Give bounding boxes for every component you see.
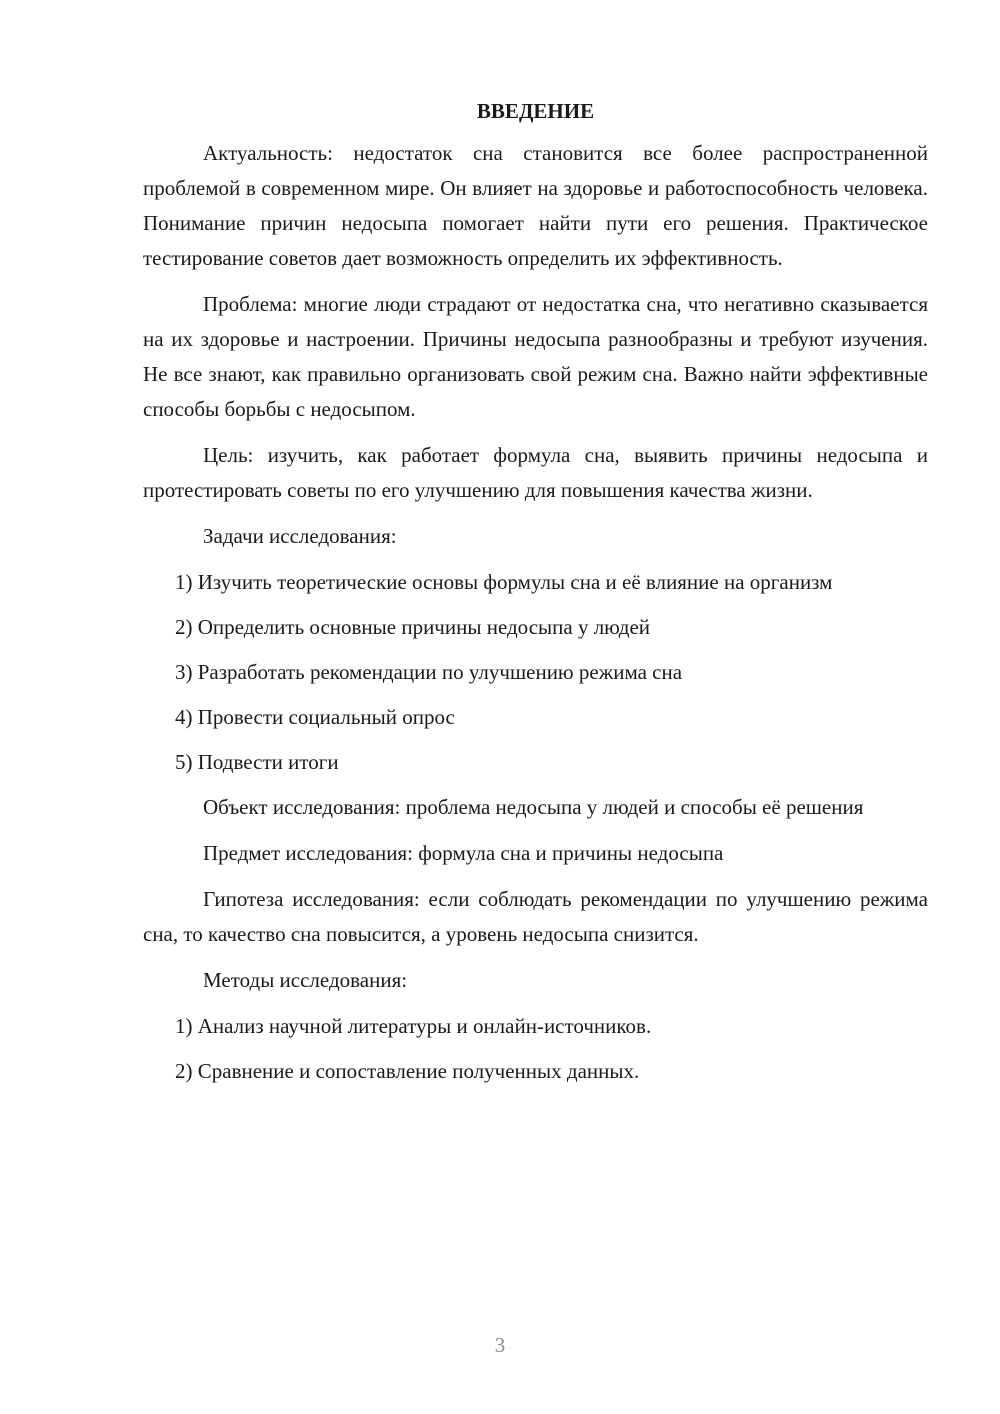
methods-heading: Методы исследования: bbox=[203, 968, 408, 992]
hypothesis-paragraph: Гипотеза исследования: если соблюдать рекомендации по улучшению режима сна, то качество сна повысится, а уровень недосыпа снизится. bbox=[143, 887, 928, 946]
subject-paragraph: Предмет исследования: формула сна и причины недосыпа bbox=[203, 841, 724, 865]
method-item: 1) Анализ научной литературы и онлайн-источников. bbox=[175, 1014, 652, 1038]
goal-paragraph: Цель: изучить, как работает формула сна, выявить причины недосыпа и протестировать советы по его улучшению для повышения качества жизни. bbox=[143, 443, 928, 502]
document-page bbox=[143, 96, 928, 1099]
page-number: 3 bbox=[494, 1333, 506, 1357]
relevance-paragraph: Актуальность: недостаток сна становится все более распространенной проблемой в современном мире. Он влияет на здоровье и работоспособность человека. Понимание причин недосыпа помогает найти пути его решения. Практическое тестирование советов дает возможность определить их эффективность. bbox=[143, 141, 928, 270]
method-item: 2) Сравнение и сопоставление полученных данных. bbox=[175, 1059, 640, 1083]
object-paragraph: Объект исследования: проблема недосыпа у людей и способы её решения bbox=[203, 795, 864, 819]
problem-paragraph: Проблема: многие люди страдают от недостатка сна, что негативно сказывается на их здоровье и настроении. Причины недосыпа разнообразны и требуют изучения. Не все знают, как правильно организовать свой режим сна. Важно найти эффективные способы борьбы с недосыпом. bbox=[143, 292, 928, 421]
task-item: 2) Определить основные причины недосыпа у людей bbox=[175, 615, 651, 639]
task-item: 4) Провести социальный опрос bbox=[175, 705, 455, 729]
section-title: ВВЕДЕНИЕ bbox=[476, 99, 595, 123]
task-item: 3) Разработать рекомендации по улучшению режима сна bbox=[175, 660, 683, 684]
task-item: 1) Изучить теоретические основы формулы сна и её влияние на организм bbox=[175, 570, 833, 594]
tasks-heading: Задачи исследования: bbox=[203, 524, 397, 548]
task-item: 5) Подвести итоги bbox=[175, 750, 339, 774]
